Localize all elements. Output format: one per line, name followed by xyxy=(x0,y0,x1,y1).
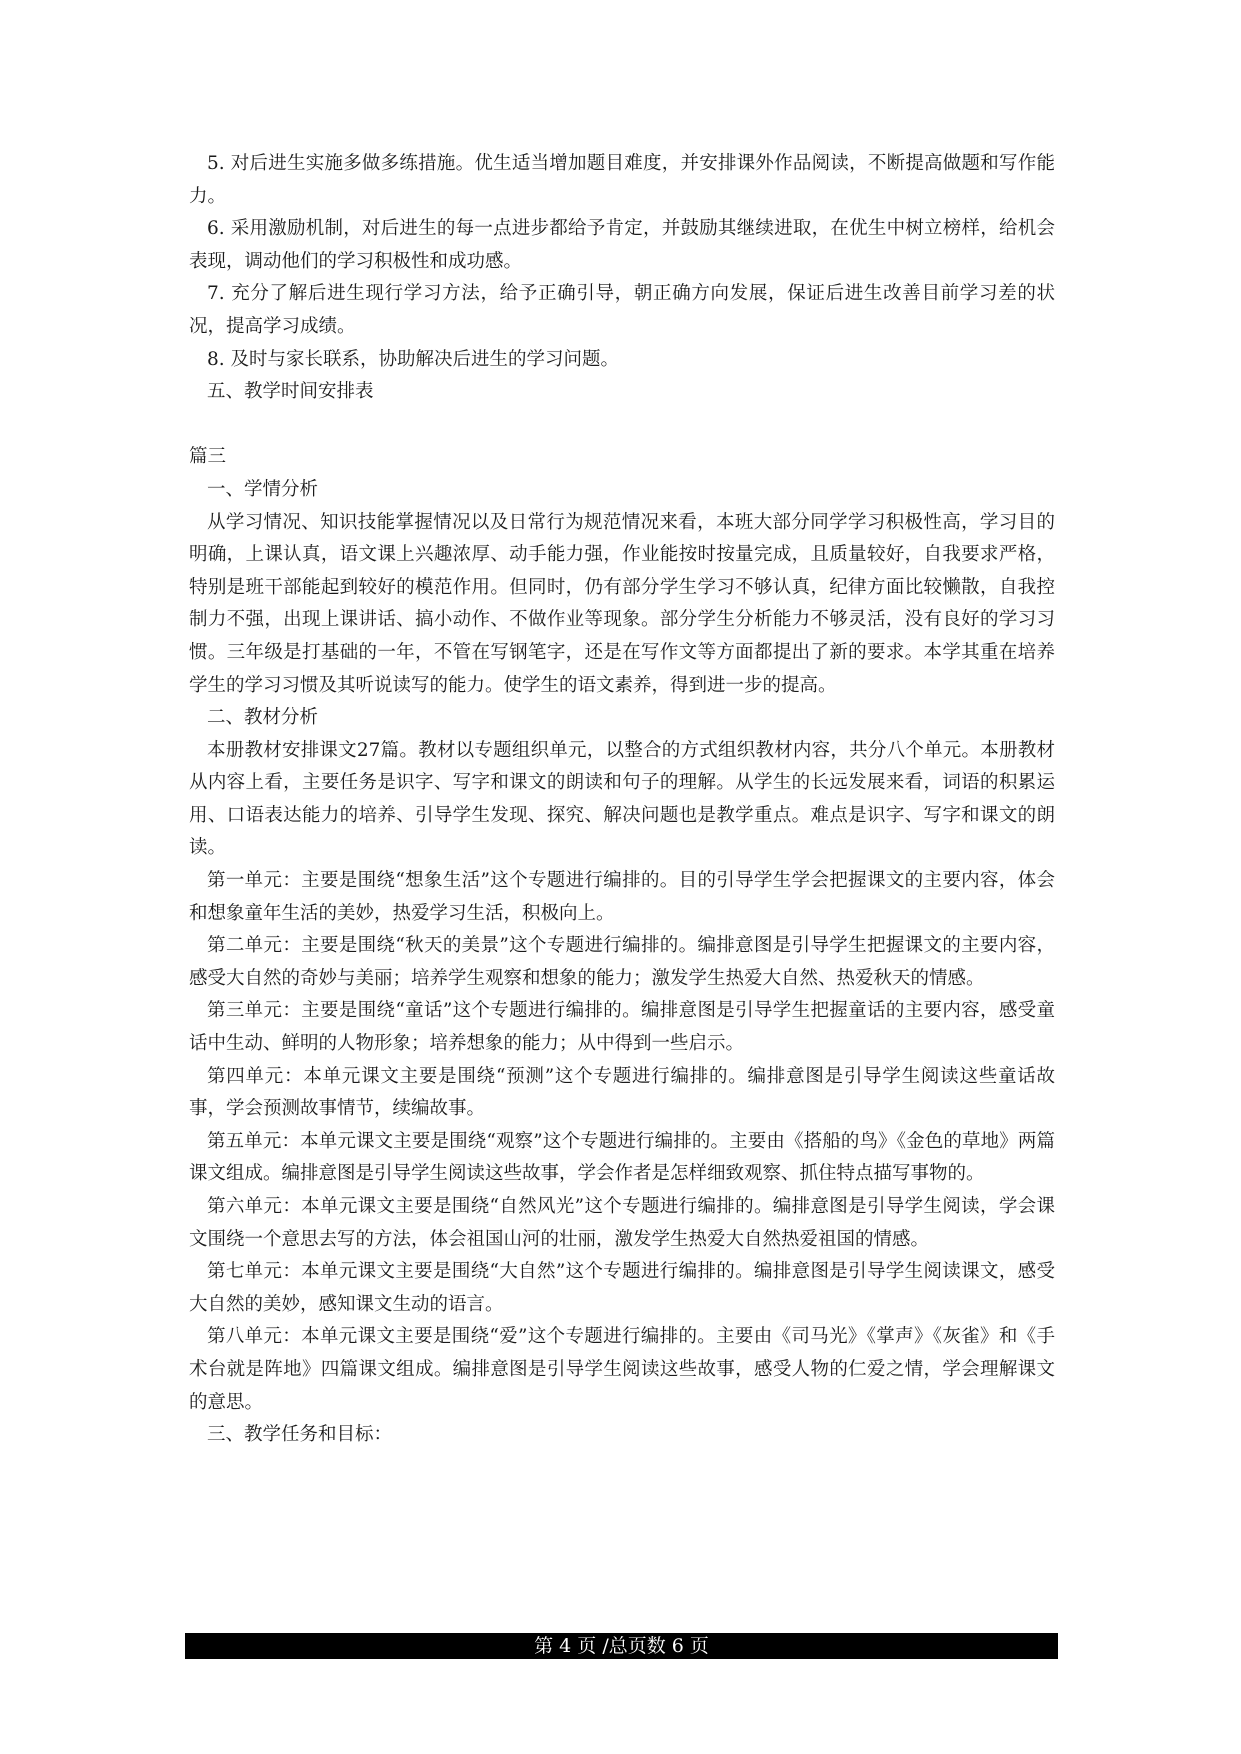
page-number-label: 第 4 页 /总页数 6 页 xyxy=(534,1635,709,1657)
section-heading: 五、教学时间安排表 xyxy=(207,381,374,403)
section-title: 篇三 xyxy=(189,446,227,468)
paragraph: 第四单元：本单元课文主要是围绕“预测”这个专题进行编排的。编排意图是引导学生阅读这些童话故事，学会预测故事情节，续编故事。 xyxy=(189,1065,1055,1120)
section-heading: 二、教材分析 xyxy=(207,707,319,729)
paragraph: 5. 对后进生实施多做多练措施。优生适当增加题目难度，并安排课外作品阅读，不断提高做题和写作能力。 xyxy=(189,153,1055,207)
section-heading: 一、学情分析 xyxy=(207,478,319,500)
paragraph: 第五单元：本单元课文主要是围绕“观察”这个专题进行编排的。主要由《搭船的鸟》《金色的草地》两篇课文组成。编排意图是引导学生阅读这些故事，学会作者是怎样细致观察、抓住特点描写事物的。 xyxy=(189,1130,1055,1185)
paragraph: 第一单元：主要是围绕“想象生活”这个专题进行编排的。目的引导学生学会把握课文的主要内容，体会和想象童年生活的美妙，热爱学习生活，积极向上。 xyxy=(189,870,1055,924)
paragraph: 7. 充分了解后进生现行学习方法，给予正确引导，朝正确方向发展，保证后进生改善目前学习差的状况，提高学习成绩。 xyxy=(189,283,1055,337)
paragraph: 第六单元：本单元课文主要是围绕“自然风光”这个专题进行编排的。编排意图是引导学生阅读，学会课文围绕一个意思去写的方法，体会祖国山河的壮丽，激发学生热爱大自然热爱祖国的情感。 xyxy=(189,1196,1055,1250)
paragraph: 6. 采用激励机制，对后进生的每一点进步都给予肯定，并鼓励其继续进取，在优生中树立榜样，给机会表现，调动他们的学习积极性和成功感。 xyxy=(189,218,1055,272)
paragraph: 第二单元：主要是围绕“秋天的美景”这个专题进行编排的。编排意图是引导学生把握课文的主要内容，感受大自然的奇妙与美丽；培养学生观察和想象的能力；激发学生热爱大自然、热爱秋天的情感。 xyxy=(189,935,1055,989)
paragraph: 本册教材安排课文27篇。教材以专题组织单元，以整合的方式组织教材内容，共分八个单元。本册教材从内容上看，主要任务是识字、写字和课文的朗读和句子的理解。从学生的长远发展来看，词语的积累运用、口语表达能力的培养、引导学生发现、探究、解决问题也是教学重点。难点是识字、写字和课文的朗读。 xyxy=(189,739,1055,859)
spacer xyxy=(189,409,1055,442)
document-body xyxy=(189,148,1055,1452)
paragraph: 第八单元：本单元课文主要是围绕“爱”这个专题进行编排的。主要由《司马光》《掌声》《灰雀》和《手术台就是阵地》四篇课文组成。编排意图是引导学生阅读这些故事，感受人物的仁爱之情，学会理解课文的意思。 xyxy=(189,1326,1055,1413)
paragraph: 第三单元：主要是围绕“童话”这个专题进行编排的。编排意图是引导学生把握童话的主要内容，感受童话中生动、鲜明的人物形象；培养想象的能力；从中得到一些启示。 xyxy=(189,1000,1055,1055)
page-footer xyxy=(185,1633,1058,1659)
section-heading: 三、教学任务和目标： xyxy=(207,1424,393,1446)
paragraph: 第七单元：本单元课文主要是围绕“大自然”这个专题进行编排的。编排意图是引导学生阅读课文，感受大自然的美妙，感知课文生动的语言。 xyxy=(189,1261,1055,1315)
paragraph: 8. 及时与家长联系，协助解决后进生的学习问题。 xyxy=(207,348,620,370)
paragraph: 从学习情况、知识技能掌握情况以及日常行为规范情况来看，本班大部分同学学习积极性高，学习目的明确，上课认真，语文课上兴趣浓厚、动手能力强，作业能按时按量完成，且质量较好，自我要求严格，特别是班干部能起到较好的模范作用。但同时，仍有部分学生学习不够认真，纪律方面比较懒散，自我控制力不强，出现上课讲话、搞小动作、不做作业等现象。部分学生分析能力不够灵活，没有良好的学习习惯。三年级是打基础的一年，不管在写钢笔字，还是在写作文等方面都提出了新的要求。本学其重在培养学生的学习习惯及其听说读写的能力。使学生的语文素养，得到进一步的提高。 xyxy=(189,511,1055,696)
